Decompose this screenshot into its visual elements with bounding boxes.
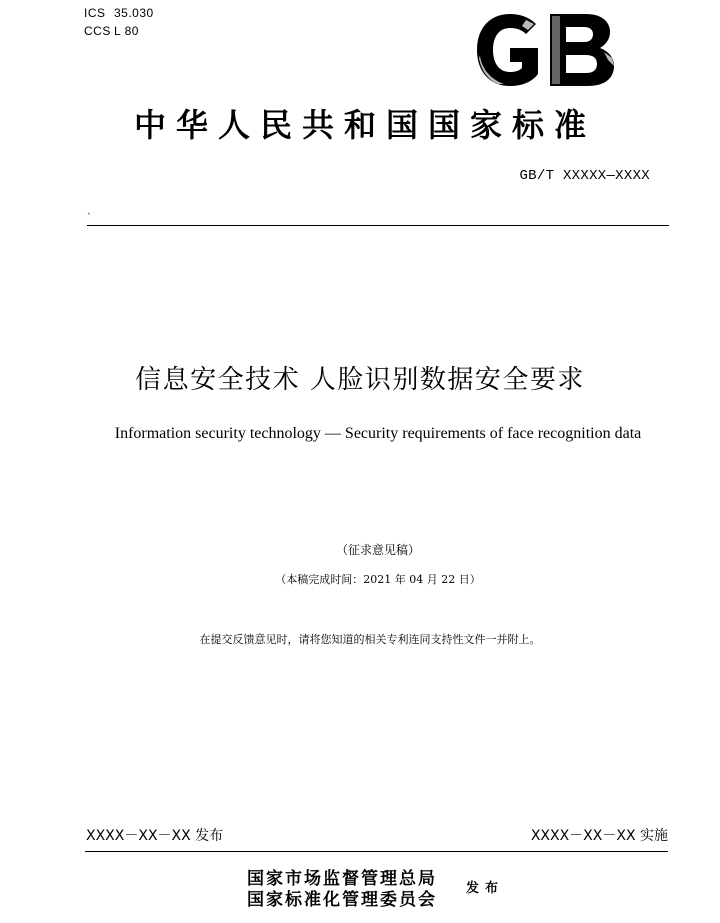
ics-value: 35.030	[114, 6, 154, 20]
bottom-divider	[85, 851, 668, 852]
standard-type-heading: 中华人民共和国国家标准	[133, 106, 596, 144]
issuing-authorities	[247, 869, 437, 911]
ccs-code	[84, 24, 139, 38]
title-english: Information security technology — Security requirements of face recognition data	[114, 425, 642, 442]
ccs-value: L 80	[114, 24, 139, 38]
issuer-samr: 国家市场监督管理总局	[247, 869, 437, 889]
tick-mark: `	[87, 213, 92, 223]
standard-number: GB/T XXXXX—XXXX	[519, 168, 650, 184]
top-divider	[87, 225, 669, 226]
implementation-date: XXXX－XX－XX 实施	[530, 828, 668, 844]
draft-label: （征求意见稿）	[335, 543, 420, 557]
title-chinese: 信息安全技术 人脸识别数据安全要求	[135, 365, 585, 395]
gb-logo-icon	[474, 12, 620, 88]
issuer-sac: 国家标准化管理委员会	[247, 890, 437, 910]
patent-notice: 在提交反馈意见时，请将您知道的相关专利连同支持性文件一并附上。	[199, 633, 541, 646]
ics-label: ICS	[84, 6, 106, 20]
ccs-label: CCS	[84, 24, 111, 38]
publish-label: 发布	[466, 881, 505, 896]
ics-code	[84, 6, 154, 20]
draft-completion-date: （本稿完成时间：2021 年 04 月 22 日）	[275, 573, 481, 586]
issue-date: XXXX－XX－XX 发布	[86, 828, 224, 844]
